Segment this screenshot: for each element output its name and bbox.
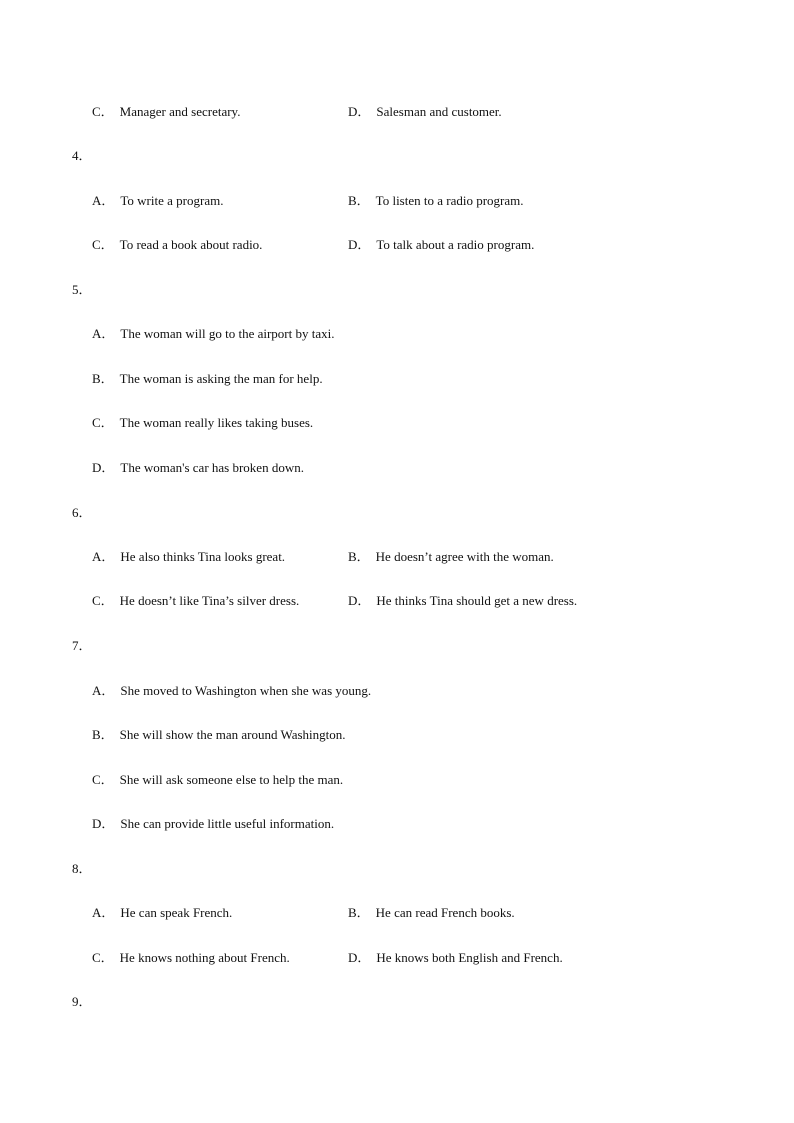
- option-text: Salesman and customer.: [376, 104, 502, 119]
- option-6c: [92, 593, 299, 609]
- option-4a: [92, 193, 223, 209]
- option-text: He can speak French.: [120, 905, 233, 920]
- option-letter: D．: [92, 816, 115, 831]
- option-7d: [92, 816, 334, 832]
- option-text: The woman will go to the airport by taxi.: [120, 326, 335, 341]
- option-7a: [92, 683, 371, 699]
- option-text: To listen to a radio program.: [375, 193, 524, 208]
- option-5a: [92, 326, 334, 342]
- question-number-9: 9．: [72, 994, 92, 1009]
- question-number-6: 6．: [72, 505, 92, 520]
- option-text: The woman really likes taking buses.: [119, 415, 314, 430]
- option-letter: D．: [348, 104, 371, 119]
- option-text: He can read French books.: [375, 905, 515, 920]
- option-4c: [92, 237, 262, 253]
- option-letter: B．: [92, 371, 114, 386]
- option-text: He also thinks Tina looks great.: [120, 549, 286, 564]
- option-letter: D．: [348, 950, 371, 965]
- option-8d: [348, 950, 563, 966]
- option-text: She will ask someone else to help the man.: [119, 772, 344, 787]
- option-letter: A．: [92, 549, 115, 564]
- option-7b: [92, 727, 346, 743]
- option-letter: A．: [92, 193, 115, 208]
- option-letter: A．: [92, 683, 115, 698]
- question-number-8: 8．: [72, 861, 92, 876]
- option-6b: [348, 549, 554, 565]
- option-text: He thinks Tina should get a new dress.: [376, 593, 578, 608]
- question-number-4: 4．: [72, 148, 92, 163]
- option-8b: [348, 905, 515, 921]
- option-letter: D．: [92, 460, 115, 475]
- option-letter: D．: [348, 237, 371, 252]
- option-letter: C．: [92, 415, 114, 430]
- option-text: She moved to Washington when she was young.: [120, 683, 372, 698]
- option-letter: C．: [92, 772, 114, 787]
- option-7c: [92, 772, 343, 788]
- option-letter: B．: [348, 549, 370, 564]
- option-3c: [92, 104, 240, 120]
- option-text: To talk about a radio program.: [376, 237, 535, 252]
- option-letter: C．: [92, 593, 114, 608]
- option-4d: [348, 237, 534, 253]
- question-number-7: 7．: [72, 638, 92, 653]
- option-letter: C．: [92, 950, 114, 965]
- option-8c: [92, 950, 290, 966]
- option-letter: A．: [92, 326, 115, 341]
- option-text: Manager and secretary.: [119, 104, 241, 119]
- option-letter: B．: [348, 193, 370, 208]
- option-letter: C．: [92, 104, 114, 119]
- option-5d: [92, 460, 304, 476]
- option-text: He doesn’t like Tina’s silver dress.: [119, 593, 300, 608]
- option-text: The woman is asking the man for help.: [119, 371, 323, 386]
- option-4b: [348, 193, 524, 209]
- option-5c: [92, 415, 313, 431]
- option-text: He knows both English and French.: [376, 950, 563, 965]
- option-letter: B．: [348, 905, 370, 920]
- option-8a: [92, 905, 232, 921]
- option-6d: [348, 593, 577, 609]
- option-text: She can provide little useful information.: [120, 816, 335, 831]
- option-letter: D．: [348, 593, 371, 608]
- option-5b: [92, 371, 323, 387]
- option-text: He doesn’t agree with the woman.: [375, 549, 554, 564]
- option-3d: [348, 104, 502, 120]
- option-letter: A．: [92, 905, 115, 920]
- option-text: She will show the man around Washington.: [119, 727, 346, 742]
- option-6a: [92, 549, 285, 565]
- option-text: To read a book about radio.: [119, 237, 263, 252]
- option-letter: B．: [92, 727, 114, 742]
- option-text: The woman's car has broken down.: [120, 460, 304, 475]
- option-text: To write a program.: [120, 193, 224, 208]
- option-letter: C．: [92, 237, 114, 252]
- question-number-5: 5．: [72, 282, 92, 297]
- option-text: He knows nothing about French.: [119, 950, 290, 965]
